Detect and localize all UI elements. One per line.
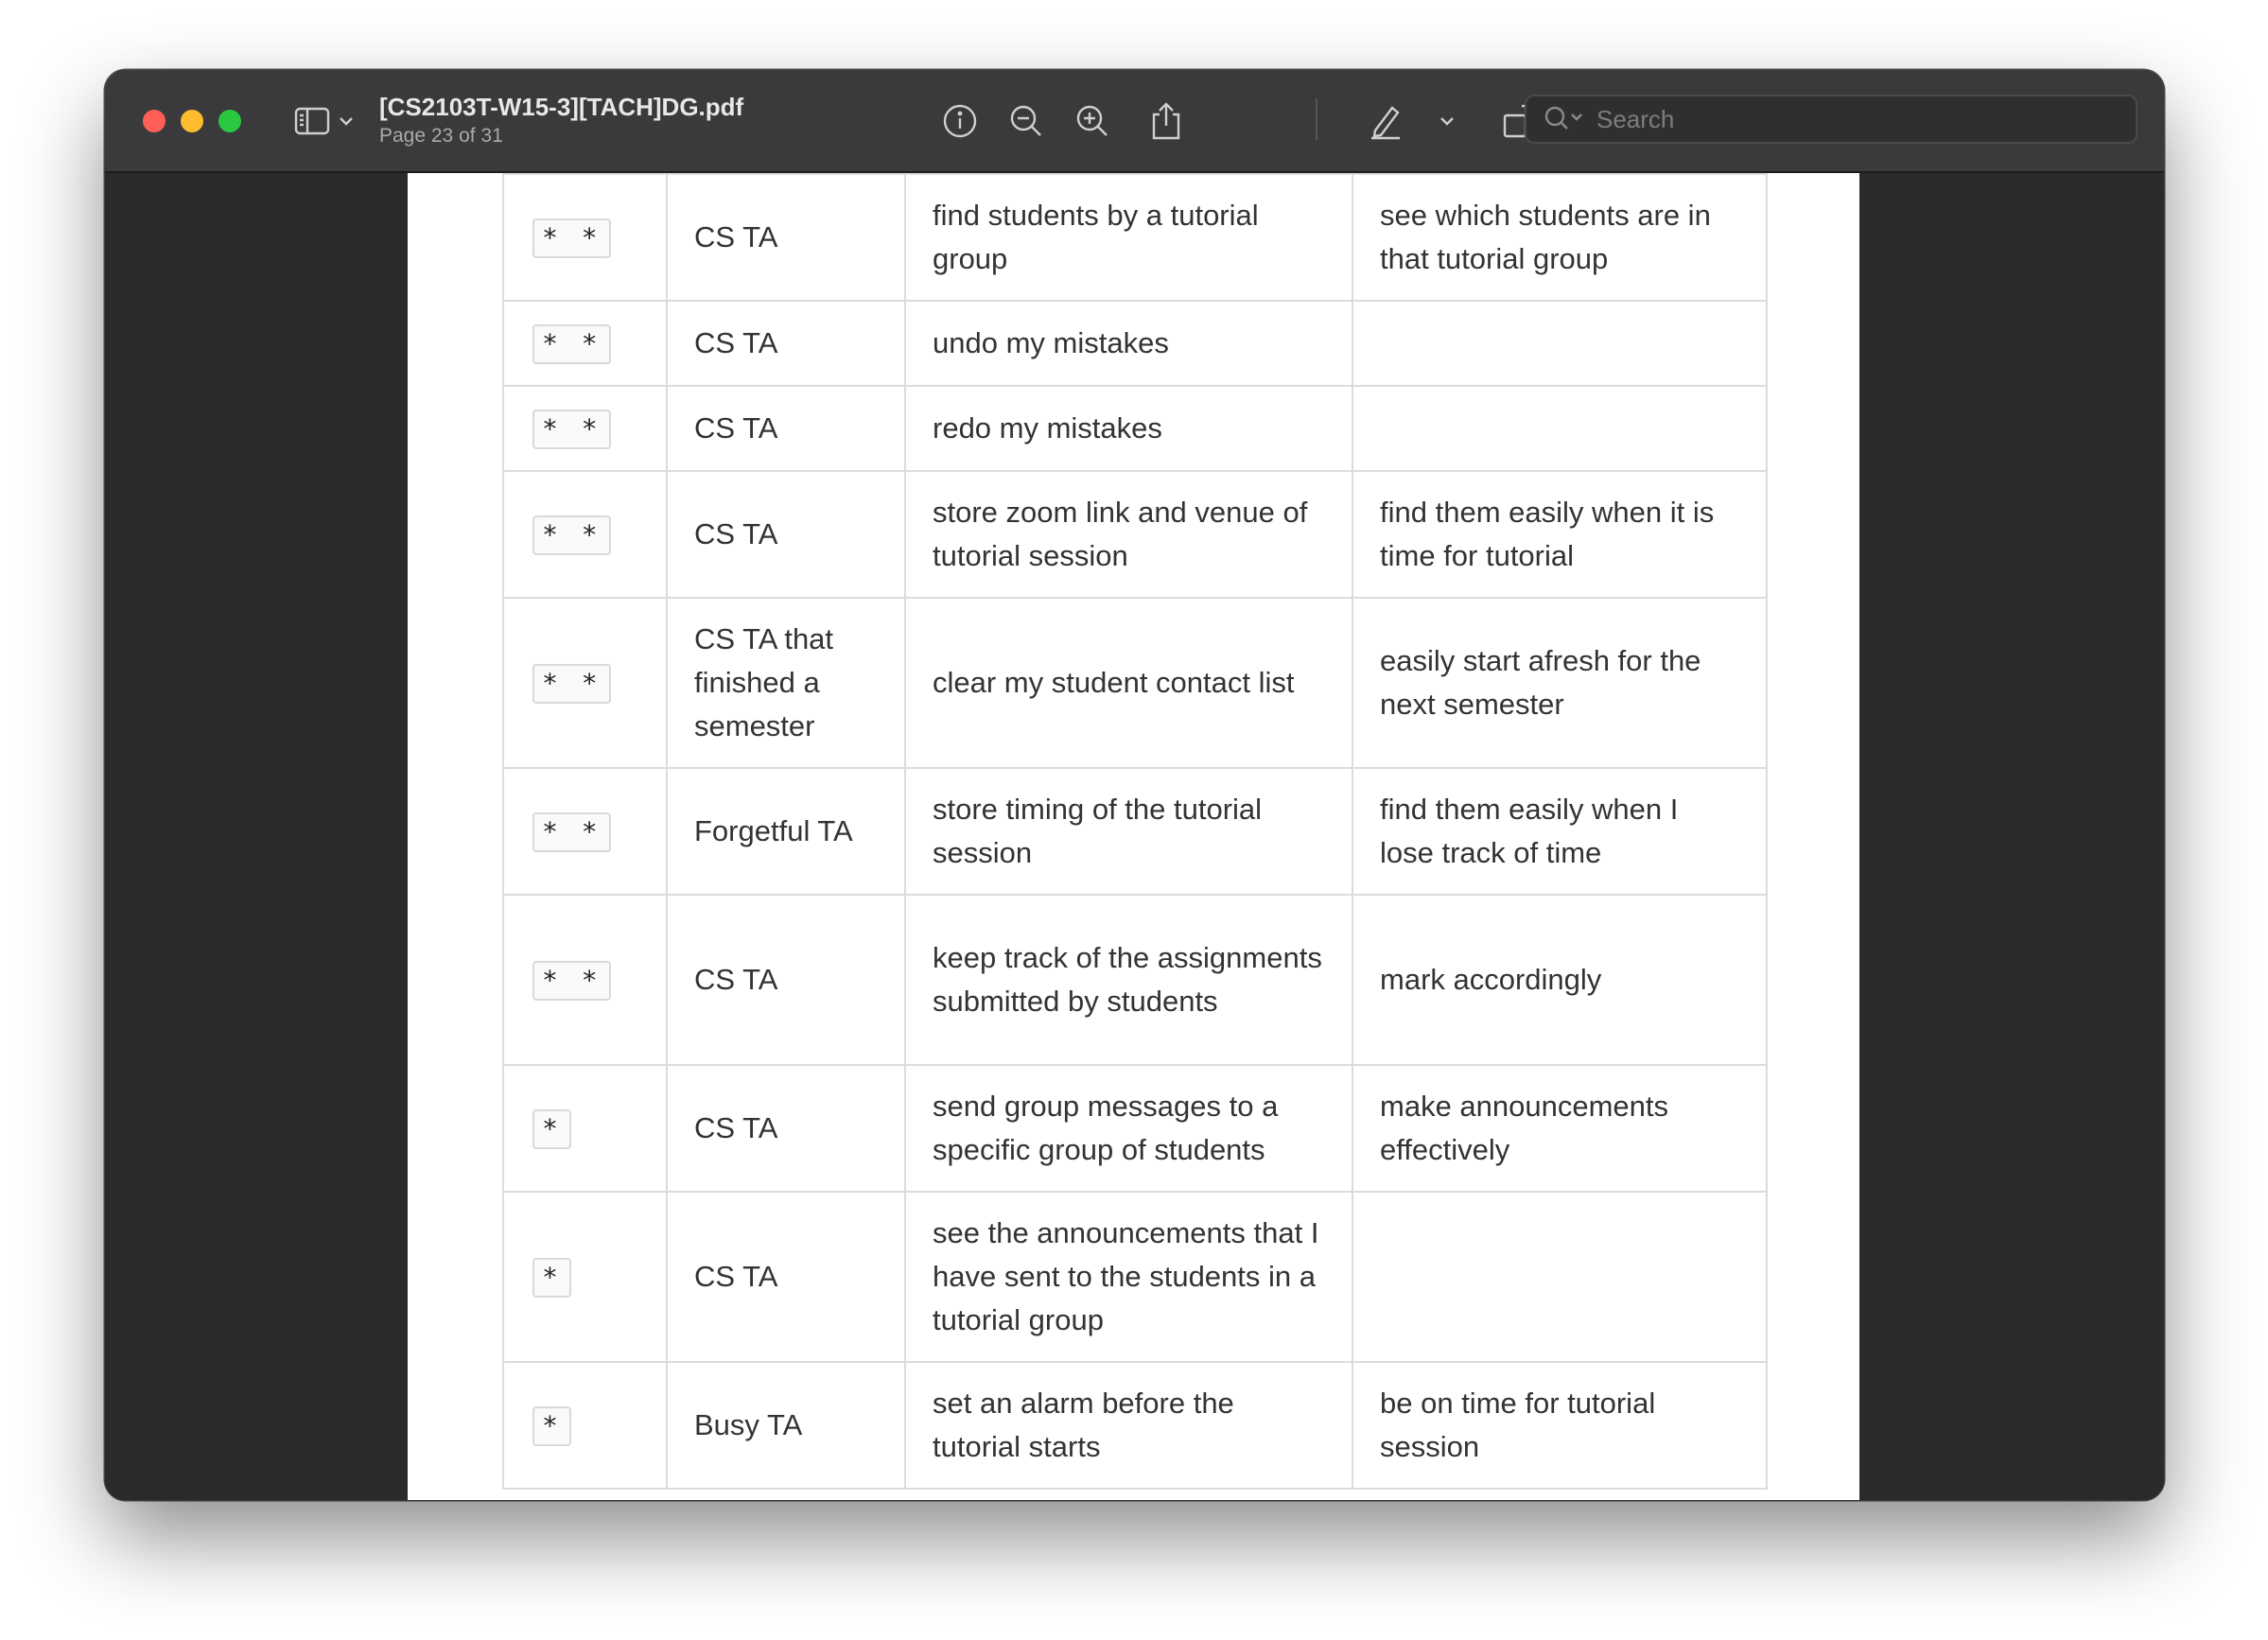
table-row <box>503 471 1767 598</box>
user-stories-table <box>502 173 1768 1490</box>
so-that-cell: easily start afresh for the next semester <box>1352 598 1767 768</box>
priority-stars: * <box>532 1258 571 1298</box>
toolbar-divider <box>1316 98 1317 140</box>
chevron-down-icon <box>1439 115 1456 127</box>
table-row <box>503 301 1767 386</box>
document-viewport[interactable] <box>105 173 2164 1500</box>
so-that-cell: find them easily when it is time for tutorial <box>1352 471 1767 598</box>
so-that-cell: make announcements effectively <box>1352 1065 1767 1192</box>
zoom-out-button[interactable] <box>1007 102 1045 140</box>
fullscreen-window-button[interactable] <box>218 110 241 132</box>
as-a-cell: CS TA <box>667 1065 905 1192</box>
sidebar-icon <box>294 107 332 135</box>
share-button[interactable] <box>1147 102 1185 140</box>
search-field[interactable] <box>1525 95 2137 144</box>
so-that-cell <box>1352 1192 1767 1362</box>
table-row <box>503 174 1767 301</box>
priority-cell <box>503 1192 667 1362</box>
priority-cell <box>503 1362 667 1489</box>
priority-cell <box>503 471 667 598</box>
zoom-in-icon <box>1074 103 1110 139</box>
i-want-to-cell: see the announcements that I have sent to the students in a tutorial group <box>905 1192 1352 1362</box>
as-a-cell: CS TA <box>667 471 905 598</box>
as-a-cell: CS TA that finished a semester <box>667 598 905 768</box>
so-that-cell <box>1352 386 1767 471</box>
info-icon <box>942 103 978 139</box>
priority-stars: * * <box>532 324 611 364</box>
i-want-to-cell: store zoom link and venue of tutorial session <box>905 471 1352 598</box>
so-that-cell: see which students are in that tutorial group <box>1352 174 1767 301</box>
i-want-to-cell: clear my student contact list <box>905 598 1352 768</box>
table-row <box>503 768 1767 895</box>
priority-stars: * * <box>532 410 611 449</box>
priority-stars: * <box>532 1406 571 1446</box>
so-that-cell: find them easily when I lose track of time <box>1352 768 1767 895</box>
priority-cell <box>503 301 667 386</box>
share-icon <box>1150 101 1182 141</box>
as-a-cell: Forgetful TA <box>667 768 905 895</box>
as-a-cell: Busy TA <box>667 1362 905 1489</box>
priority-stars: * * <box>532 218 611 258</box>
highlight-options-button[interactable] <box>1433 102 1461 140</box>
table-row <box>503 386 1767 471</box>
as-a-cell: CS TA <box>667 301 905 386</box>
priority-cell <box>503 386 667 471</box>
so-that-cell: mark accordingly <box>1352 895 1767 1065</box>
minimize-window-button[interactable] <box>181 110 203 132</box>
priority-cell <box>503 598 667 768</box>
zoom-out-icon <box>1008 103 1044 139</box>
sidebar-toggle-button[interactable] <box>290 102 358 140</box>
priority-stars: * * <box>532 515 611 555</box>
priority-stars: * * <box>532 961 611 1001</box>
so-that-cell <box>1352 301 1767 386</box>
search-icon <box>1544 105 1585 133</box>
as-a-cell: CS TA <box>667 895 905 1065</box>
title-bar <box>105 70 2164 173</box>
i-want-to-cell: redo my mistakes <box>905 386 1352 471</box>
chevron-down-icon <box>338 115 355 127</box>
so-that-cell: be on time for tutorial session <box>1352 1362 1767 1489</box>
priority-cell <box>503 895 667 1065</box>
table-row <box>503 1192 1767 1362</box>
i-want-to-cell: send group messages to a specific group of students <box>905 1065 1352 1192</box>
as-a-cell: CS TA <box>667 174 905 301</box>
zoom-in-button[interactable] <box>1073 102 1111 140</box>
i-want-to-cell: keep track of the assignments submitted by students <box>905 895 1352 1065</box>
info-button[interactable] <box>941 102 979 140</box>
priority-cell <box>503 768 667 895</box>
table-row <box>503 895 1767 1065</box>
priority-stars: * * <box>532 812 611 852</box>
priority-stars: * <box>532 1109 571 1149</box>
table-row <box>503 598 1767 768</box>
highlight-pen-icon <box>1368 102 1404 140</box>
document-title: [CS2103T-W15-3][TACH]DG.pdf <box>379 93 744 121</box>
priority-cell <box>503 1065 667 1192</box>
i-want-to-cell: set an alarm before the tutorial starts <box>905 1362 1352 1489</box>
page-indicator: Page 23 of 31 <box>379 125 503 147</box>
priority-stars: * * <box>532 664 611 704</box>
as-a-cell: CS TA <box>667 386 905 471</box>
i-want-to-cell: undo my mistakes <box>905 301 1352 386</box>
preview-window <box>105 70 2164 1500</box>
highlight-button[interactable] <box>1367 102 1404 140</box>
i-want-to-cell: store timing of the tutorial session <box>905 768 1352 895</box>
close-window-button[interactable] <box>143 110 166 132</box>
table-row <box>503 1065 1767 1192</box>
search-placeholder: Search <box>1596 104 1675 133</box>
priority-cell <box>503 174 667 301</box>
pdf-page <box>408 173 1859 1500</box>
table-row <box>503 1362 1767 1489</box>
as-a-cell: CS TA <box>667 1192 905 1362</box>
i-want-to-cell: find students by a tutorial group <box>905 174 1352 301</box>
